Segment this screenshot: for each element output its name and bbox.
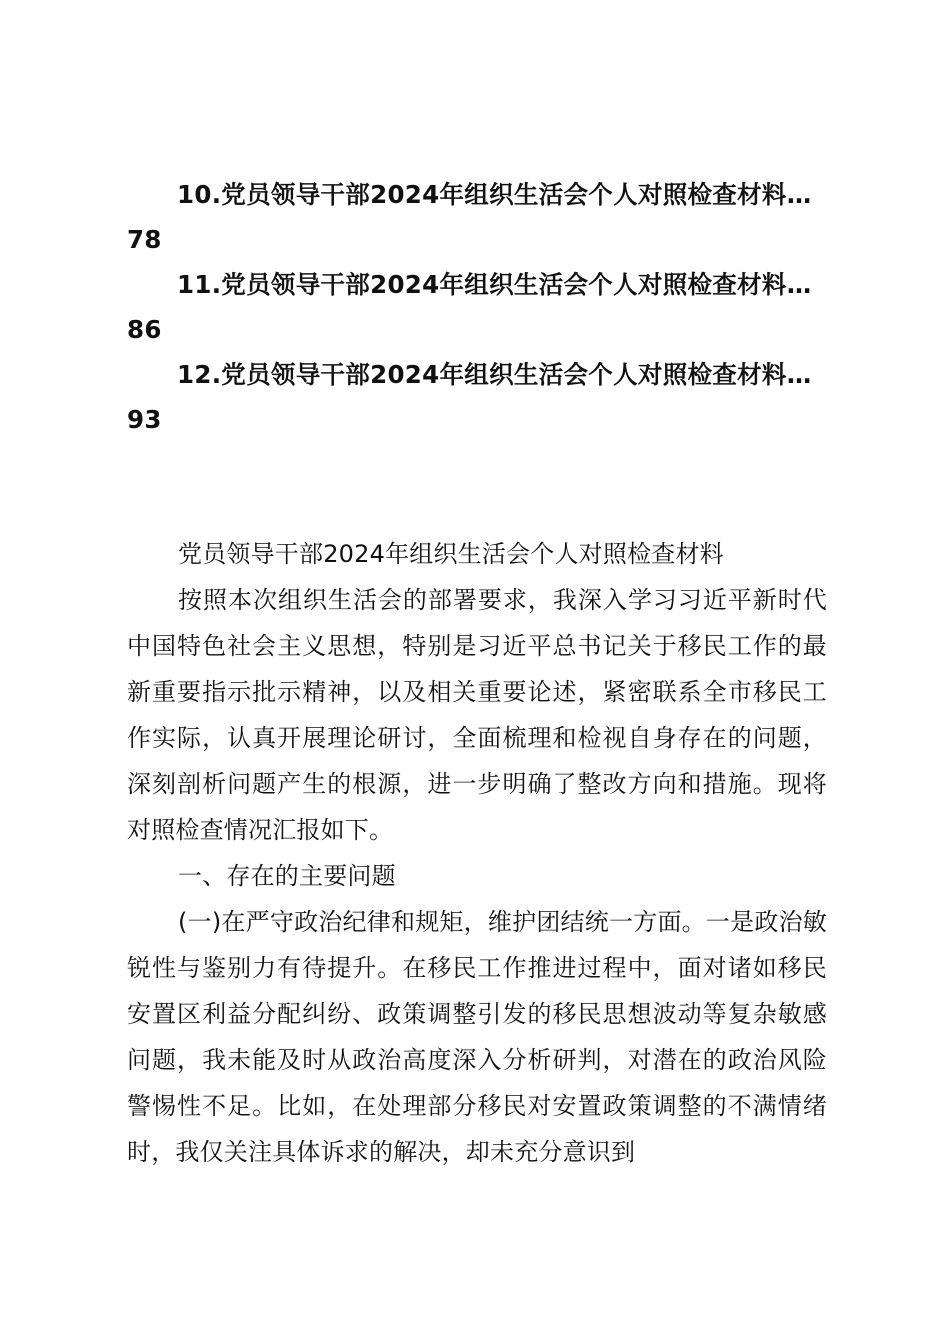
document-title: 党员领导干部2024年组织生活会个人对照检查材料 [178, 540, 724, 568]
toc-leader: … [786, 270, 812, 299]
toc-entry-page: 93 [127, 405, 162, 434]
section-paragraph: (一)在严守政治纪律和规矩，维护团结统一方面。一是政治敏锐性与鉴别力有待提升。在移民工作推进过程中，面对诸如移民安置区利益分配纠纷、政策调整引发的移民思想波动等复杂敏感问题，我未能及时从政治高度深入分析研判，对潜在的政治风险警惕性不足。比如，在处理部分移民对安置政策调整的不满情绪时，我仅关注具体诉求的解决，却未充分意识到 [127, 908, 827, 1166]
toc-entry-title: 10.党员领导干部2024年组织生活会个人对照检查材料 [177, 180, 787, 209]
toc-entry-page: 78 [127, 225, 162, 254]
intro-paragraph: 按照本次组织生活会的部署要求，我深入学习习近平新时代中国特色社会主义思想，特别是习近平总书记关于移民工作的最新重要指示批示精神，以及相关重要论述，紧密联系全市移民工作实际，认真开展理论研讨，全面梳理和检视自身存在的问题，深刻剖析问题产生的根源，进一步明确了整改方向和措施。现将对照检查情况汇报如下。 [127, 586, 827, 844]
section-heading: 一、存在的主要问题 [178, 862, 396, 890]
toc-entry-page: 86 [127, 315, 162, 344]
toc-leader: … [786, 360, 812, 389]
document-body [127, 531, 827, 1175]
toc-entry[interactable] [127, 172, 827, 262]
table-of-contents [127, 172, 827, 442]
toc-entry-title: 11.党员领导干部2024年组织生活会个人对照检查材料 [177, 270, 787, 299]
toc-entry[interactable] [127, 262, 827, 352]
toc-entry-title: 12.党员领导干部2024年组织生活会个人对照检查材料 [177, 360, 787, 389]
toc-entry[interactable] [127, 352, 827, 442]
toc-leader: … [786, 180, 812, 209]
